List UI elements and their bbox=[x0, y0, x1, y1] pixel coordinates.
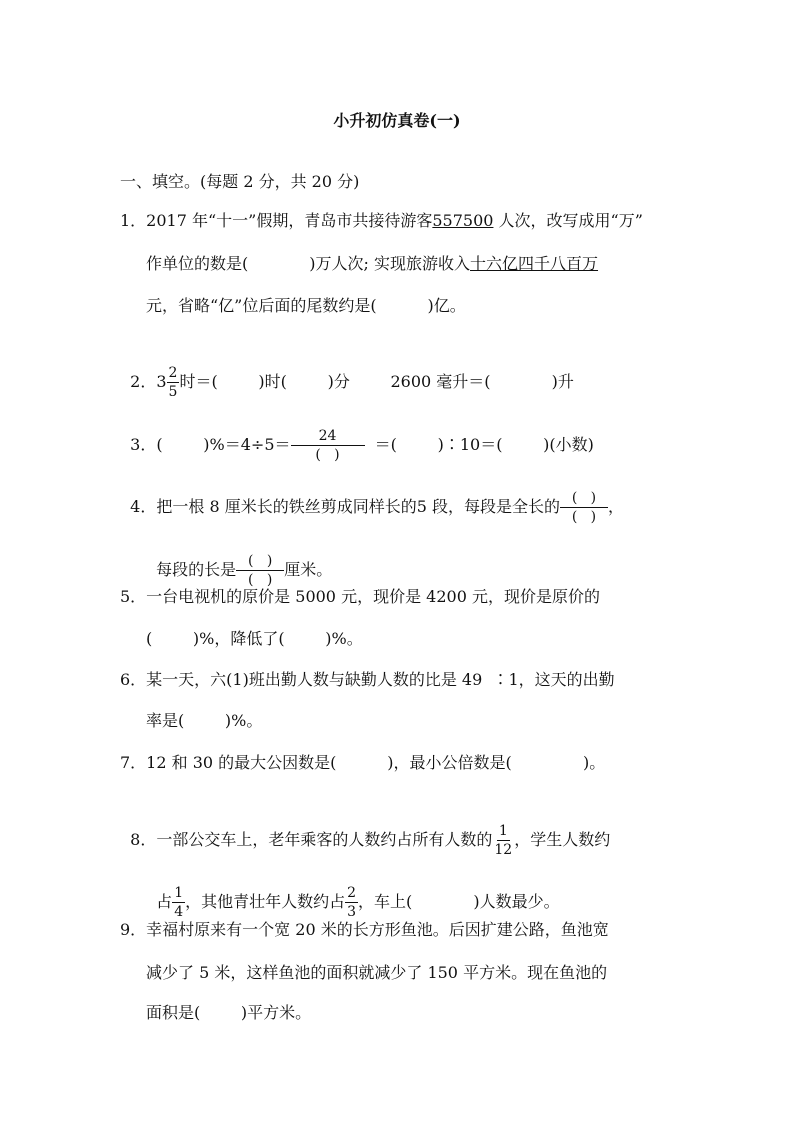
q3-text-2: ＝( )∶10＝( )(小数) bbox=[364, 435, 594, 454]
q4-text-3: 每段的长是 bbox=[156, 560, 237, 579]
q4-fraction-2 bbox=[236, 554, 284, 587]
q8-num: 1 bbox=[498, 823, 508, 839]
question-8-line-1 bbox=[120, 804, 610, 857]
q8-num-2: 1 bbox=[174, 885, 184, 901]
q2-text: 2．3 bbox=[130, 372, 167, 391]
q1-visitor-count: 557500 bbox=[432, 211, 494, 230]
question-8-line-2 bbox=[146, 866, 560, 919]
q1-income: 十六亿四千八百万 bbox=[470, 254, 599, 273]
q8-den-3: 3 bbox=[347, 904, 357, 920]
question-5-line-2: ( )%，降低了( )%。 bbox=[146, 629, 363, 648]
question-6-line-1: 6．某一天，六(1)班出勤人数与缺勤人数的比是 49 ∶1，这天的出勤 bbox=[120, 670, 615, 689]
q4-text-4: 厘米。 bbox=[284, 560, 333, 579]
question-1-line-3: 元，省略“亿”位后面的尾数约是( )亿。 bbox=[146, 296, 466, 315]
question-3 bbox=[120, 409, 594, 462]
q4-text: 4．把一根 8 厘米长的铁丝剪成同样长的5 段，每段是全长的 bbox=[130, 497, 560, 516]
q3-den: ( ) bbox=[315, 447, 340, 463]
q8-den: 12 bbox=[494, 842, 513, 858]
q8-num-3: 2 bbox=[347, 885, 357, 901]
page-title: 小升初仿真卷(一) bbox=[333, 111, 461, 130]
q3-text: 3．( )%＝4÷5＝ bbox=[130, 435, 291, 454]
q4-num: ( ) bbox=[560, 491, 608, 508]
q1-answer-blank bbox=[248, 254, 309, 273]
q1-text: 1．2017 年“十一”假期，青岛市共接待游客 bbox=[120, 211, 433, 230]
q4-num-2: ( ) bbox=[236, 554, 284, 571]
question-9-line-3: 面积是( )平方米。 bbox=[146, 1003, 312, 1022]
q3-num: 24 bbox=[291, 429, 365, 446]
section-heading: 一、填空。(每题 2 分，共 20 分) bbox=[120, 172, 360, 191]
q8-den-2: 4 bbox=[174, 904, 184, 920]
q8-text-5: ，车上( )人数最少。 bbox=[358, 892, 560, 911]
question-9-line-1: 9．幸福村原来有一个宽 20 米的长方形鱼池。后因扩建公路，鱼池宽 bbox=[120, 920, 609, 939]
q2-fraction bbox=[167, 366, 180, 399]
q8-text-3: 占 bbox=[156, 892, 173, 911]
q2-num: 2 bbox=[168, 365, 178, 381]
q1-text-4: )万人次; 实现旅游收入 bbox=[309, 254, 471, 273]
question-6-line-2: 率是( )%。 bbox=[146, 711, 263, 730]
q4-den-2: ( ) bbox=[248, 572, 273, 588]
q2-text-2: 时＝( )时( )分 2600 毫升＝( )升 bbox=[179, 372, 574, 391]
question-1-line-1 bbox=[120, 211, 643, 231]
q3-fraction bbox=[291, 429, 365, 462]
question-4-line-2 bbox=[146, 534, 332, 587]
q8-text-4: ，其他青壮年人数约占 bbox=[185, 892, 346, 911]
q8-fraction bbox=[492, 824, 514, 857]
question-4-line-1 bbox=[120, 471, 624, 524]
q8-fraction-3 bbox=[345, 886, 358, 919]
q4-text-2: ， bbox=[607, 497, 624, 516]
question-5-line-1: 5．一台电视机的原价是 5000 元，现价是 4200 元，现价是原价的 bbox=[120, 587, 600, 606]
q8-fraction-2 bbox=[172, 886, 185, 919]
q4-fraction bbox=[560, 491, 608, 524]
question-7: 7．12 和 30 的最大公因数是( )，最小公倍数是( )。 bbox=[120, 753, 606, 772]
question-1-line-2 bbox=[146, 254, 598, 274]
q2-den: 5 bbox=[168, 384, 178, 400]
q8-text: 8．一部公交车上，老年乘客的人数约占所有人数的 bbox=[130, 830, 493, 849]
q8-text-2: ，学生人数约 bbox=[514, 830, 611, 849]
question-2 bbox=[120, 346, 574, 399]
q1-text-3: 作单位的数是( bbox=[146, 254, 249, 273]
q4-den: ( ) bbox=[571, 509, 597, 525]
question-9-line-2: 减少了 5 米，这样鱼池的面积就减少了 150 平方米。现在鱼池的 bbox=[146, 963, 608, 982]
q1-text-2: 人次，改写成用“万” bbox=[493, 211, 643, 230]
